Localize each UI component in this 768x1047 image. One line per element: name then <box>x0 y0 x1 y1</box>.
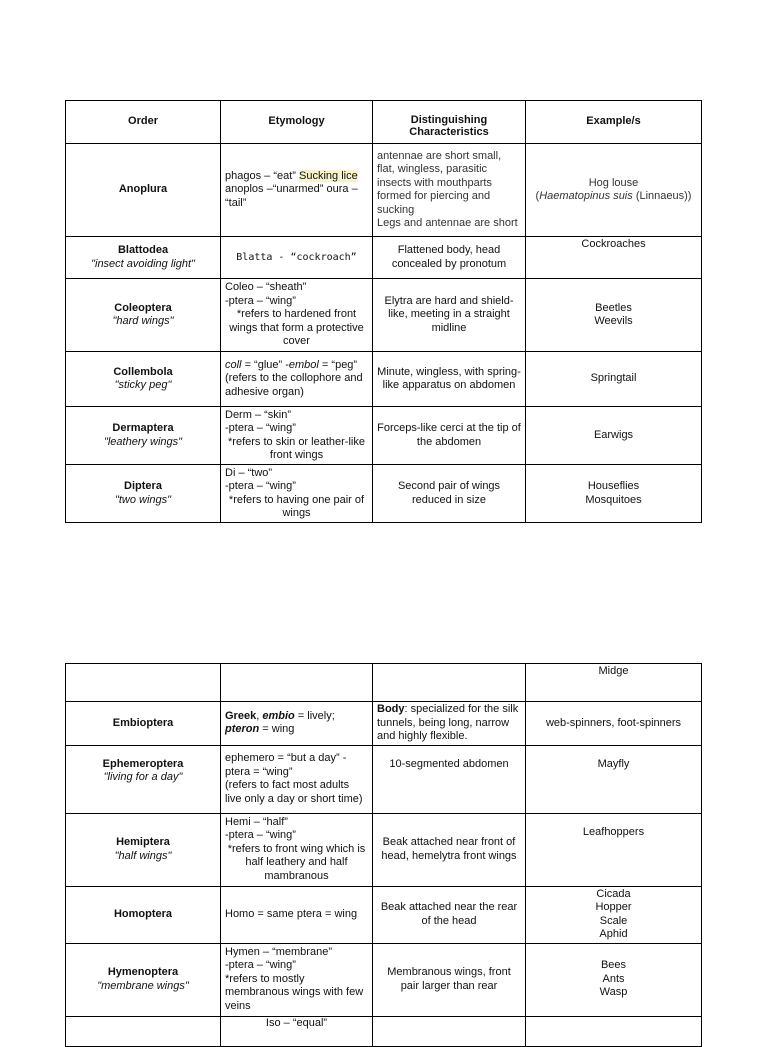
table-row <box>66 1016 702 1046</box>
etymology-text: phagos – “eat” <box>225 169 299 182</box>
orders-table-2 <box>65 663 702 1047</box>
characteristics-diptera: Second pair of wings reduced in size <box>373 465 526 523</box>
examples-blattodea: Cockroaches <box>526 237 702 279</box>
examples-homoptera: Cicada Hopper Scale Aphid <box>526 886 702 943</box>
characteristics-coleoptera: Elytra are hard and shield-like, meeting in a straight midline <box>373 279 526 352</box>
table-row <box>66 943 702 1016</box>
etymology-homoptera: Homo = same ptera = wing <box>221 886 373 943</box>
examples-collembola: Springtail <box>526 352 702 407</box>
table-row <box>66 745 702 813</box>
characteristics-hymenoptera: Membranous wings, front pair larger than rear <box>373 943 526 1016</box>
order-dermaptera: Dermaptera "leathery wings" <box>66 407 221 465</box>
order-ephemeroptera: Ephemeroptera "living for a day" <box>66 745 221 813</box>
table-row <box>66 279 702 352</box>
characteristics-text: antennae are short small, flat, wingless, parasitic insects with mouthparts formed for piercing and sucking <box>377 149 502 216</box>
etymology-embioptera: Greek, embio = lively; pteron = wing <box>221 702 373 746</box>
characteristics-homoptera: Beak attached near the rear of the head <box>373 886 526 943</box>
order-hymenoptera: Hymenoptera "membrane wings" <box>66 943 221 1016</box>
order-homoptera: Homoptera <box>66 886 221 943</box>
table-row <box>66 352 702 407</box>
example-text: Hog louse <box>588 176 639 189</box>
table-row <box>66 144 702 237</box>
etymology-anoplura <box>221 144 373 237</box>
characteristics-blattodea: Flattened body, head concealed by pronotum <box>373 237 526 279</box>
etymology-diptera: Di – “two” -ptera – “wing” *refers to having one pair of wings <box>221 465 373 523</box>
order-blattodea: Blattodea "insect avoiding light" <box>66 237 221 279</box>
order-collembola: Collembola "sticky peg" <box>66 352 221 407</box>
table-header-row <box>66 101 702 144</box>
examples-diptera: Houseflies Mosquitoes <box>526 465 702 523</box>
examples-embioptera: web-spinners, foot-spinners <box>526 702 702 746</box>
header-examples: Example/s <box>526 101 702 144</box>
examples-continued: Midge <box>526 664 702 702</box>
characteristics-ephemeroptera: 10-segmented abdomen <box>373 745 526 813</box>
characteristics-text: Legs and antennae are short <box>377 217 518 229</box>
etymology-hemiptera: Hemi – “half” -ptera – “wing” *refers to front wing which is half leathery and half mambranous <box>221 813 373 886</box>
order-anoplura: Anoplura <box>66 144 221 237</box>
etymology-ephemeroptera: ephemero = “but a day” -ptera = “wing” (refers to fact most adults live only a day or short time) <box>221 745 373 813</box>
examples-hymenoptera: Bees Ants Wasp <box>526 943 702 1016</box>
table-row <box>66 702 702 746</box>
etymology-text: anoplos –“unarmed” oura – “tail” <box>225 183 358 209</box>
examples-dermaptera: Earwigs <box>526 407 702 465</box>
etymology-blattodea: Blatta - “cockroach” <box>221 237 373 279</box>
table-row <box>66 407 702 465</box>
examples-ephemeroptera: Mayfly <box>526 745 702 813</box>
characteristics-hemiptera: Beak attached near front of head, hemelytra front wings <box>373 813 526 886</box>
examples-hemiptera: Leafhoppers <box>526 813 702 886</box>
table-row <box>66 664 702 702</box>
header-order: Order <box>66 101 221 144</box>
etymology-coleoptera: Coleo – “sheath” -ptera – “wing” *refers to hardened front wings that form a protective cover <box>221 279 373 352</box>
order-diptera: Diptera "two wings" <box>66 465 221 523</box>
table-row <box>66 465 702 523</box>
orders-table-1 <box>65 100 702 523</box>
etymology-isoptera: Iso – “equal” <box>221 1016 373 1046</box>
characteristics-embioptera: Body: specialized for the silk tunnels, being long, narrow and highly flexible. <box>373 702 526 746</box>
examples-coleoptera: Beetles Weevils <box>526 279 702 352</box>
etymology-collembola: coll = “glue” -embol = “peg” (refers to the collophore and adhesive organ) <box>221 352 373 407</box>
etymology-dermaptera: Derm – “skin” -ptera – “wing” *refers to skin or leather-like front wings <box>221 407 373 465</box>
header-characteristics: Distinguishing Characteristics <box>373 101 526 144</box>
order-coleoptera: Coleoptera "hard wings" <box>66 279 221 352</box>
example-text: (Haematopinus suis (Linnaeus)) <box>535 190 692 202</box>
table-row <box>66 813 702 886</box>
characteristics-dermaptera: Forceps-like cerci at the tip of the abdomen <box>373 407 526 465</box>
header-etymology: Etymology <box>221 101 373 144</box>
etymology-highlight: Sucking lice <box>299 169 358 182</box>
characteristics-anoplura <box>373 144 526 237</box>
characteristics-collembola: Minute, wingless, with spring-like apparatus on abdomen <box>373 352 526 407</box>
table-row <box>66 886 702 943</box>
table-row <box>66 237 702 279</box>
order-embioptera: Embioptera <box>66 702 221 746</box>
examples-anoplura <box>526 144 702 237</box>
order-hemiptera: Hemiptera "half wings" <box>66 813 221 886</box>
etymology-hymenoptera: Hymen – “membrane” -ptera – “wing” *refers to mostly membranous wings with few veins <box>221 943 373 1016</box>
